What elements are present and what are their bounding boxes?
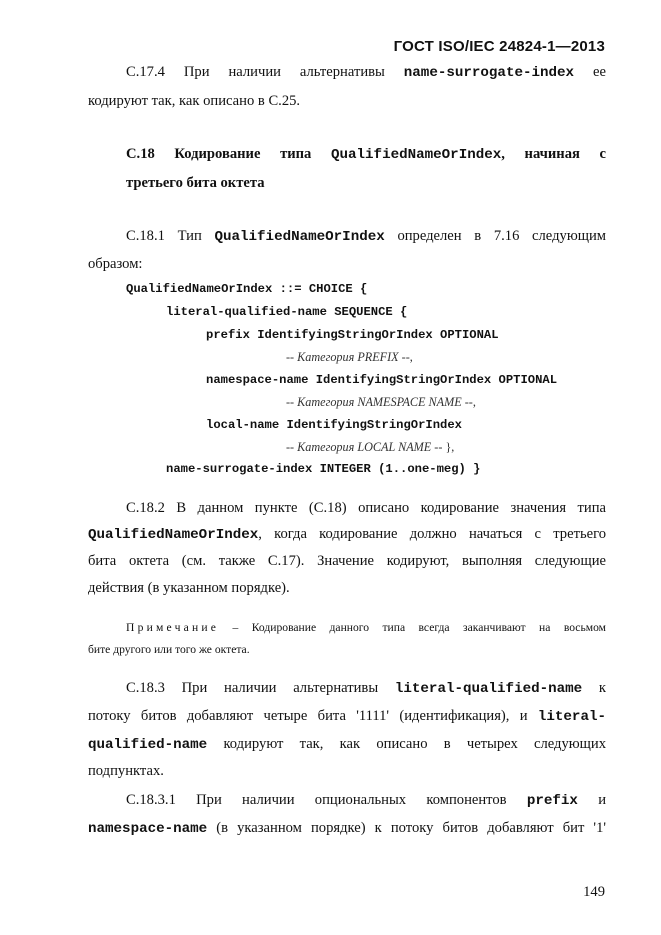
code-term: qualified-name [88,737,208,753]
code-comment-2 [286,395,476,410]
code-line-3: prefix IdentifyingStringOrIndex OPTIONAL [206,328,499,342]
paragraph-c182-line1: С.18.2 В данном пункте (С.18) описано кодирование значения типа [126,500,606,516]
page-header-standard: ГОСТ ISO/IEC 24824-1—2013 [393,38,605,55]
paragraph-c182-line2 [88,526,606,543]
code-term: literal- [537,709,606,725]
code-line-9: name-surrogate-index INTEGER (1..one-meg) } [166,462,481,476]
code-line-5: namespace-name IdentifyingStringOrIndex OPTIONAL [206,373,558,387]
code-term: namespace-name [88,821,208,837]
paragraph-c181-line1 [126,228,606,245]
comment-end: -- }, [431,440,455,454]
page-number: 149 [583,884,605,900]
code-term: QualifiedNameOrIndex [214,229,385,245]
text: , когда кодирование должно начаться с третьего [258,526,606,542]
text: определен в 7.16 следующим [397,228,607,244]
code-term: prefix [526,793,578,809]
text: С.18.3 При наличии альтернативы [126,680,379,696]
section-heading-c18-line1 [126,146,606,163]
note-label: Примечание [126,621,220,634]
text: С.18 Кодирование типа [126,146,312,162]
paragraph-c182-line3: бита октета (см. также С.17). Значение кодируют, выполняя следующие [88,553,606,569]
note-line1 [126,621,606,634]
paragraph-c174-line2: кодируют так, как описано в С.25. [88,93,301,109]
text: – Кодирование данного типа всегда заканчивают на восьмом [219,621,606,634]
text: к [598,680,607,696]
comment-text: Категория PREFIX [297,350,399,364]
paragraph-c183-line1 [126,680,606,697]
comment-dash: -- [286,350,298,364]
comment-dash: -- [286,395,298,409]
paragraph-c183-line2 [88,708,606,725]
paragraph-c183-line4: подпунктах. [88,763,164,779]
text: кодируют так, как описано в четырех следующих [223,736,606,752]
paragraph-c1831-line1 [126,792,606,809]
comment-dash: -- [286,440,298,454]
code-comment-3 [286,440,454,455]
comment-end: --, [461,395,476,409]
text: С.18.3.1 При наличии опциональных компонентов [126,792,507,808]
code-term: QualifiedNameOrIndex [88,527,259,543]
comment-end: --, [398,350,413,364]
text: С.18.1 Тип [126,228,202,244]
comment-text: Категория LOCAL NAME [297,440,432,454]
code-term: literal-qualified-name [394,681,583,697]
text: , начиная с [501,146,606,162]
code-line-1: QualifiedNameOrIndex ::= CHOICE { [126,282,368,296]
code-term: QualifiedNameOrIndex [330,147,502,163]
text: С.17.4 При наличии альтернативы [126,64,385,80]
paragraph-c181-line2: образом: [88,256,143,272]
paragraph-c174-line1 [126,64,606,81]
text: и [598,792,607,808]
code-comment-1 [286,350,413,365]
code-line-7: local-name IdentifyingStringOrIndex [206,418,462,432]
paragraph-c182-line4: действия (в указанном порядке). [88,580,290,596]
text: (в указанном порядке) к потоку битов добавляют бит '1' [216,820,606,836]
code-term: name-surrogate-index [403,65,575,81]
note-line2: бите другого или того же октета. [88,643,250,656]
paragraph-c1831-line2 [88,820,606,837]
text: потоку битов добавляют четыре бита '1111' (идентификация), и [88,708,528,724]
text: ее [593,64,606,80]
section-heading-c18-line2: третьего бита октета [126,175,265,191]
comment-text: Категория NAMESPACE NAME [297,395,462,409]
paragraph-c183-line3 [88,736,606,753]
code-line-2: literal-qualified-name SEQUENCE { [166,305,408,319]
